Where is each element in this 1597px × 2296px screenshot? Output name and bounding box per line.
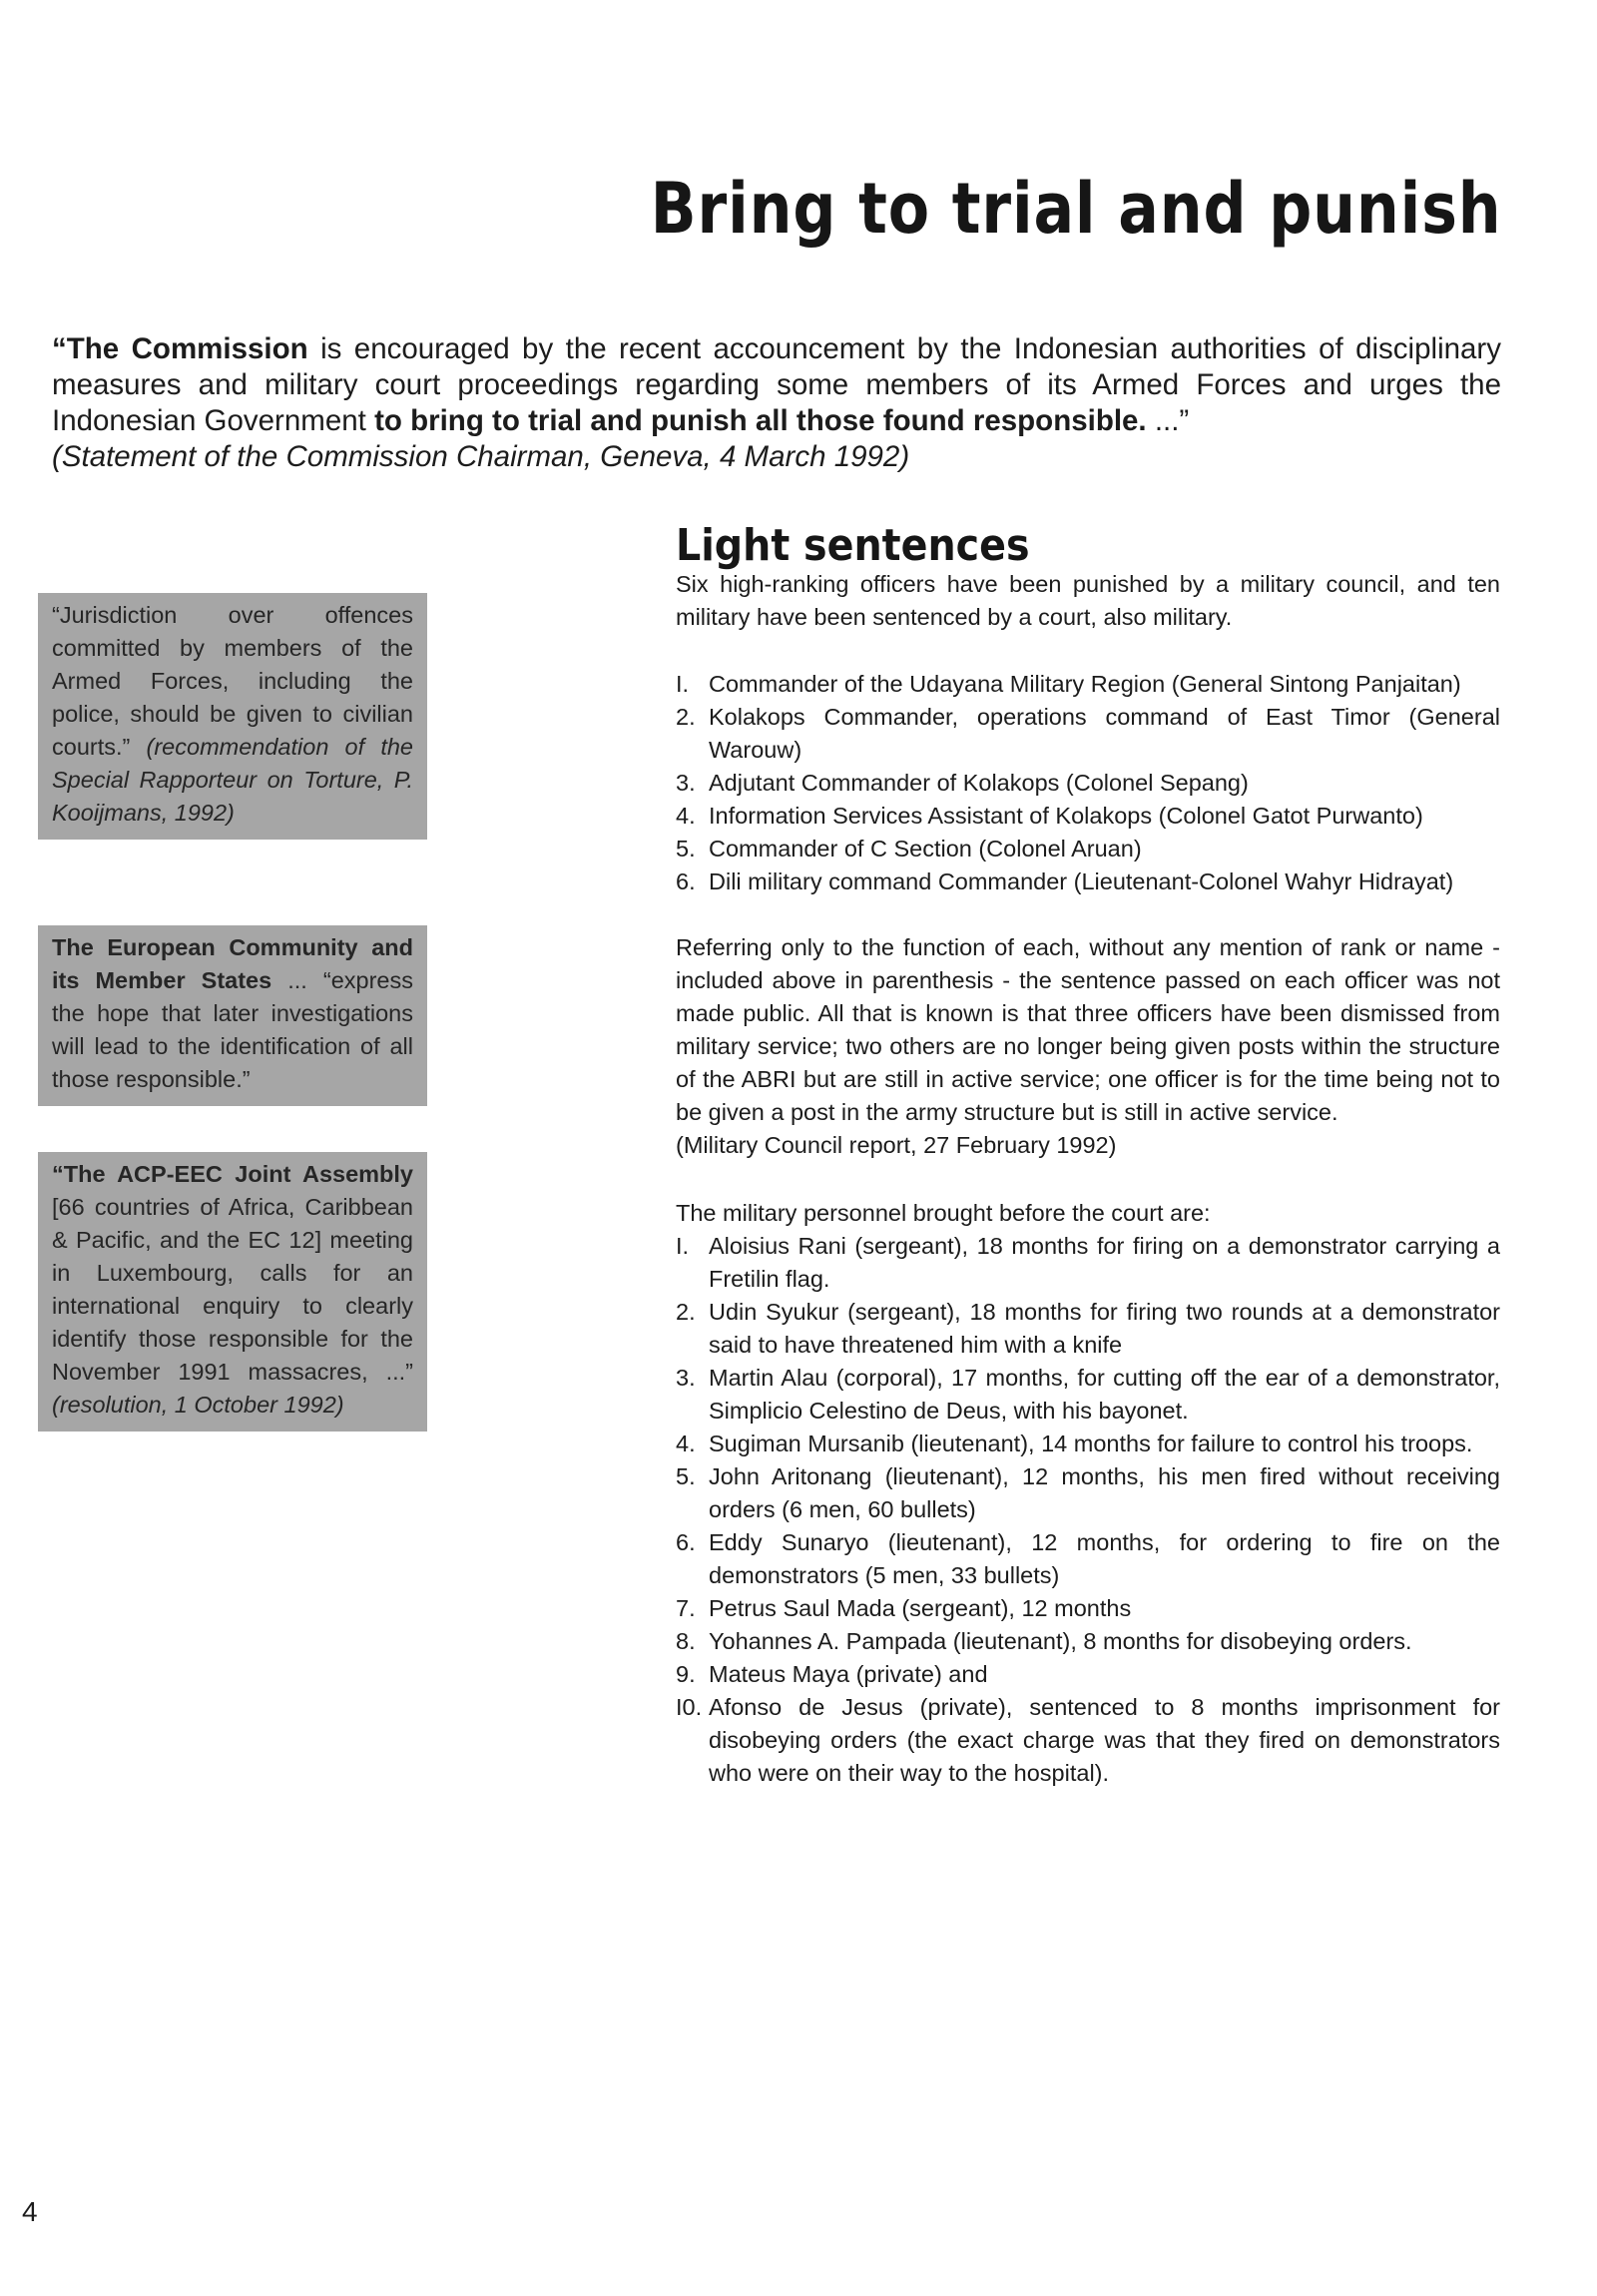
intro-text-1: is encouraged by the recent accouncement by the Indonesian authorities of disciplinary measures and military court proceedings regarding some members of its Armed Forces and urges the Indonesian Government <box>52 332 1502 437</box>
list-item: 5. John Aritonang (lieutenant), 12 months, his men fired without receiving orders (6 men, 60 bullets) <box>676 1463 1500 1522</box>
sidebar-box-acp-eec <box>38 1152 427 1432</box>
section-intro: Six high-ranking officers have been punished by a military council, and ten military have been sentenced by a court, also military. <box>676 571 1500 630</box>
list-item: 2. Kolakops Commander, operations command of East Timor (General Warouw) <box>676 704 1500 763</box>
page-title: Bring to trial and punish <box>650 168 1501 250</box>
list-item: I. Aloisius Rani (sergeant), 18 months for firing on a demonstrator carrying a Fretilin flag. <box>676 1233 1500 1292</box>
main-column <box>676 520 1500 1790</box>
box1-source: (recommendation of the Special Rapporteur on Torture, P. Kooijmans, 1992) <box>52 734 413 826</box>
sidebar-box-special-rapporteur <box>38 593 427 840</box>
intro-lead: “The Commission <box>52 332 308 365</box>
section-heading: Light sentences <box>676 520 1030 571</box>
intro-caption: (Statement of the Commission Chairman, Geneva, 4 March 1992) <box>52 440 910 473</box>
list-item: 8. Yohannes A. Pampada (lieutenant), 8 months for disobeying orders. <box>676 1628 1412 1654</box>
list-item: 9. Mateus Maya (private) and <box>676 1661 988 1687</box>
list-item: 6. Dili military command Commander (Lieutenant-Colonel Wahyr Hidrayat) <box>676 868 1454 894</box>
list-item: 3. Adjutant Commander of Kolakops (Colonel Sepang) <box>676 770 1249 796</box>
box3-bold: “The ACP-EEC Joint Assembly <box>52 1161 413 1187</box>
council-report-source: (Military Council report, 27 February 1992) <box>676 1132 1117 1158</box>
list-item: 6. Eddy Sunaryo (lieutenant), 12 months, for ordering to fire on the demonstrators (5 men, 33 bullets) <box>676 1529 1500 1588</box>
list-item: I. Commander of the Udayana Military Region (General Sintong Panjaitan) <box>676 671 1461 697</box>
list-item: 5. Commander of C Section (Colonel Aruan) <box>676 836 1142 861</box>
page-number: 4 <box>22 2196 38 2227</box>
list-item: 7. Petrus Saul Mada (sergeant), 12 months <box>676 1595 1132 1621</box>
court-intro: The military personnel brought before the court are: <box>676 1200 1211 1226</box>
personnel-list <box>676 1230 1500 1790</box>
list-item: 3. Martin Alau (corporal), 17 months, for cutting off the ear of a demonstrator, Simplicio Celestino de Deus, with his bayonet. <box>676 1365 1500 1424</box>
box2-text: ... “express the hope that later investigations will lead to the identification of all those responsible.” <box>52 967 413 1092</box>
council-paragraph: Referring only to the function of each, without any mention of rank or name - included above in parenthesis - the sentence passed on each officer was not made public. All that is known is that three officers have been dismissed from military service; two others are no longer being given posts within the structure of the ABRI but are still in active service; one officer is for the time being not to be given a post in the army structure but is still in active service. <box>676 934 1500 1125</box>
intro-text-3: ...” <box>1146 404 1190 437</box>
box2-bold: The European Community and its Member States <box>52 934 413 993</box>
officers-list <box>676 668 1500 898</box>
intro-quote <box>52 331 1501 475</box>
list-item: 2. Udin Syukur (sergeant), 18 months for firing two rounds at a demonstrator said to have threatened him with a knife <box>676 1299 1500 1358</box>
sidebar-box-european-community <box>38 925 427 1106</box>
box1-quote: “Jurisdiction over offences committed by members of the Armed Forces, including the police, should be given to civilian courts.” <box>52 602 413 760</box>
box3-text: [66 countries of Africa, Caribbean & Pacific, and the EC 12] meeting in Luxembourg, calls for an international enquiry to clearly identify those responsible for the November 1991 massacres, ...” <box>52 1194 413 1385</box>
box3-source: (resolution, 1 October 1992) <box>52 1392 344 1418</box>
intro-bold-2: to bring to trial and punish all those found responsible. <box>374 404 1147 437</box>
list-item: I0. Afonso de Jesus (private), sentenced to 8 months imprisonment for disobeying orders (the exact charge was that they fired on demonstrators who were on their way to the hospital). <box>676 1694 1500 1786</box>
list-item: 4. Information Services Assistant of Kolakops (Colonel Gatot Purwanto) <box>676 803 1423 829</box>
list-item: 4. Sugiman Mursanib (lieutenant), 14 months for failure to control his troops. <box>676 1431 1473 1456</box>
